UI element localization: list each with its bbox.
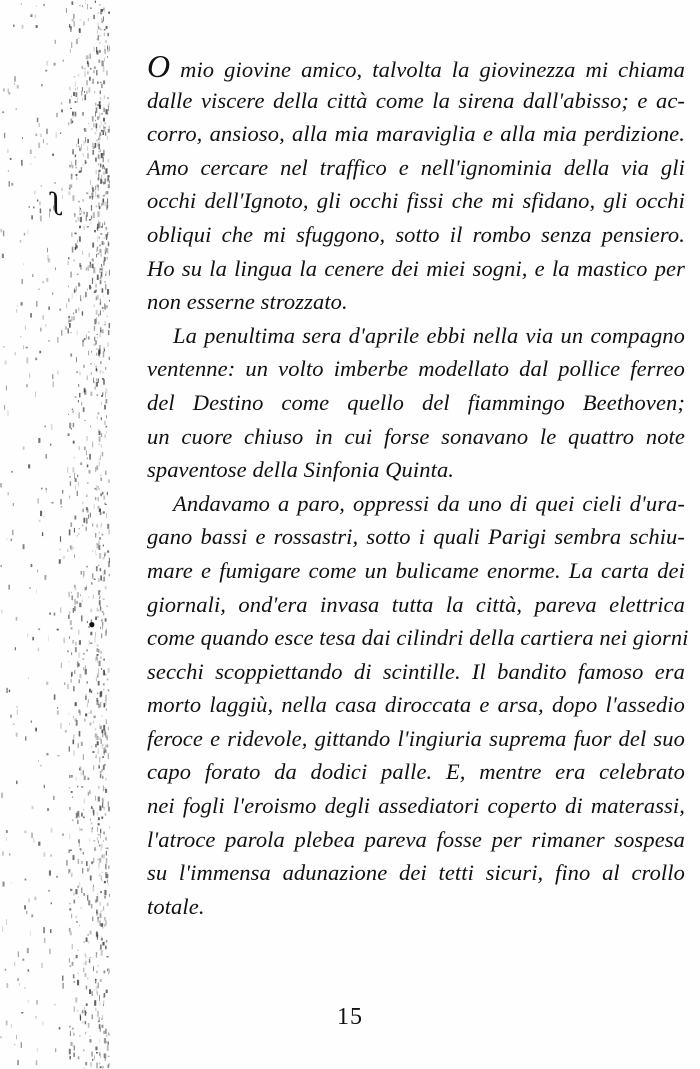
text-line: come quando esce tesa dai cilindri della cartiera nei giorni [147, 625, 689, 651]
text-line: dalle viscere della città come la sirena dall'abisso; e ac- [147, 87, 685, 113]
text-line: mare e fumigare come un bulicame enorme. La carta dei [147, 557, 685, 583]
text-line [147, 50, 685, 84]
text-line: feroce e ridevole, gittando l'ingiuria suprema fuor del suo [147, 725, 685, 751]
text-line: Amo cercare nel traffico e nell'ignominia della via gli [147, 154, 685, 180]
text-line: nei fogli l'eroismo degli assediatori coperto di materassi, [147, 793, 685, 819]
body-text [147, 48, 689, 923]
paragraph-2 [147, 319, 685, 487]
text-line: spaventose della Sinfonia Quinta. [147, 457, 455, 483]
text-line: Ho su la lingua la cenere dei miei sogni, e la mastico per [147, 255, 685, 281]
text-line: corro, ansioso, alla mia maraviglia e alla mia perdizione. [147, 121, 685, 147]
text-line: l'atroce parola plebea pareva fosse per rimaner sospesa [147, 826, 685, 852]
text-line: un cuore chiuso in cui forse sonavano le quattro note [147, 423, 685, 449]
text-line: secchi scoppiettando di scintille. Il bandito famoso era [147, 658, 685, 684]
paragraph-3 [147, 487, 689, 924]
text-line: La penultima sera d'aprile ebbi nella via un compagno [173, 322, 685, 348]
margin-mark-bracket: ʅ [50, 186, 65, 223]
text-line: gano bassi e rossastri, sotto i quali Parigi sembra schiu- [147, 524, 685, 550]
text-line: del Destino come quello del fiammingo Beethoven; [147, 389, 685, 415]
text-line: obliqui che mi sfuggono, sotto il rombo senza pensiero. [147, 221, 685, 247]
text-line: Andavamo a paro, oppressi da uno di quei cieli d'ura- [173, 490, 685, 516]
text-line: occhi dell'Ignoto, gli occhi fissi che mi sfidano, gli occhi [147, 188, 685, 214]
binding-gutter-scan [0, 0, 110, 1069]
initial-letter: O [147, 48, 171, 84]
text-line: totale. [147, 893, 205, 919]
text-line: su l'immensa adunazione dei tetti sicuri, fino al crollo [147, 860, 685, 886]
text-line-content: mio giovine amico, talvolta la giovinezza mi chiama [180, 57, 685, 82]
text-line: giornali, ond'era invasa tutta la città, pareva elettrica [147, 591, 685, 617]
page-number: 15 [337, 1004, 363, 1030]
text-line: morto laggiù, nella casa diroccata e arsa, dopo l'assedio [147, 692, 685, 718]
paragraph-1 [147, 50, 685, 319]
text-line: capo forato da dodici palle. E, mentre era celebrato [147, 759, 685, 785]
margin-mark-dot: • [88, 612, 96, 637]
text-line: ventenne: un volto imberbe modellato dal pollice ferreo [147, 356, 685, 382]
text-line: non esserne strozzato. [147, 289, 348, 315]
